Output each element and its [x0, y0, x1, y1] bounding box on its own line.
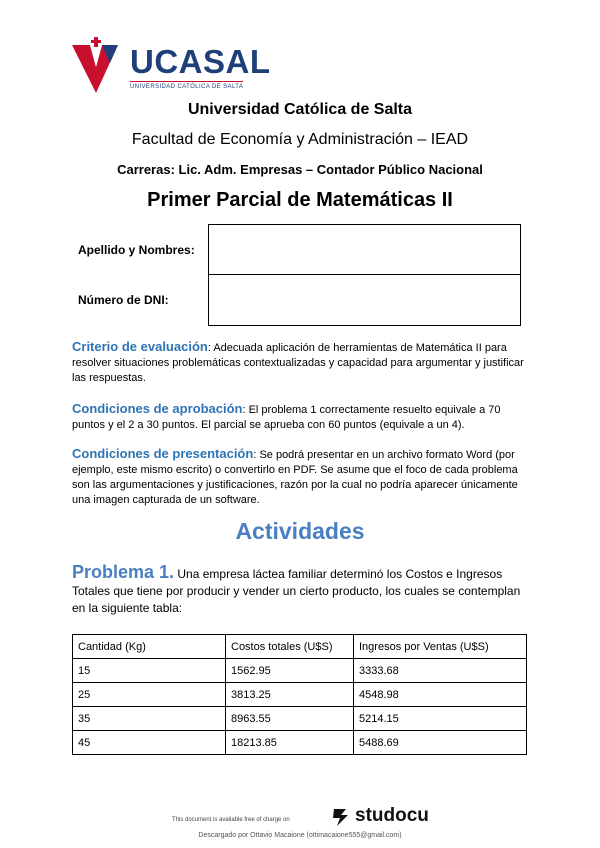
table-row: [73, 731, 527, 755]
university-heading: Universidad Católica de Salta: [187, 101, 413, 118]
exam-title: Primer Parcial de Matemáticas II: [147, 189, 453, 211]
footer-availability-text: This document is available free of charge on: [172, 817, 290, 823]
table-header-cell: Cantidad (Kg): [73, 635, 226, 659]
careers-heading: Carreras: Lic. Adm. Empresas – Contador Público Nacional: [117, 162, 483, 177]
table-cell: 5488.69: [354, 731, 527, 755]
table-cell: 45: [73, 731, 226, 755]
problem1-title: Problema 1.: [72, 562, 175, 582]
table-header-cell: Ingresos por Ventas (U$S): [354, 635, 527, 659]
table-cell: 3813.25: [226, 683, 354, 707]
table-header-row: [73, 635, 527, 659]
problem1-section: [72, 564, 534, 617]
ucasal-logo: [70, 37, 270, 97]
dni-label: Número de DNI:: [78, 293, 169, 307]
name-field[interactable]: [208, 224, 521, 275]
table-cell: 15: [73, 659, 226, 683]
studocu-brand: studocu: [355, 805, 429, 826]
aprobacion-section: [72, 401, 534, 433]
problem1-text: Una empresa láctea familiar determinó los Costos e Ingresos Totales que tiene por producir y vender un cierto producto, los cuales se contemplan en la siguiente tabla:: [72, 567, 521, 615]
table-row: [73, 707, 527, 731]
table-cell: 3333.68: [354, 659, 527, 683]
ucasal-shield-icon: [70, 37, 120, 95]
table-cell: 4548.98: [354, 683, 527, 707]
name-label: Apellido y Nombres:: [78, 243, 195, 257]
table-cell: 5214.15: [354, 707, 527, 731]
table-row: [73, 659, 527, 683]
table-cell: 35: [73, 707, 226, 731]
logo-subtitle: UNIVERSIDAD CATÓLICA DE SALTA: [130, 81, 243, 90]
table-cell: 18213.85: [226, 731, 354, 755]
studocu-icon: [330, 806, 352, 828]
criterio-text: : Adecuada aplicación de herramientas de Matemática II para resolver situaciones problemáticas contextualizadas y capacidad para argumentar y justificar las respuestas.: [72, 342, 524, 384]
criterio-section: [72, 339, 534, 386]
table-row: [73, 683, 527, 707]
faculty-heading: Facultad de Economía y Administración – IEAD: [131, 131, 469, 148]
aprobacion-text: : El problema 1 correctamente resuelto equivale a 70 puntos y el 2 a 30 puntos. El parcial se aprueba con 60 puntos (equivale a un 4).: [72, 404, 501, 431]
presentacion-title: Condiciones de presentación: [72, 446, 254, 461]
download-credit: Descargado por Ottavio Macaione (ottimacaione555@gmail.com): [198, 832, 402, 839]
logo-name: UCASAL: [130, 43, 271, 80]
table-header-cell: Costos totales (U$S): [226, 635, 354, 659]
table-cell: 8963.55: [226, 707, 354, 731]
aprobacion-title: Condiciones de aprobación: [72, 401, 243, 416]
presentacion-section: [72, 446, 534, 508]
cost-revenue-table: [72, 634, 527, 755]
table-cell: 1562.95: [226, 659, 354, 683]
table-cell: 25: [73, 683, 226, 707]
activities-heading: Actividades: [235, 518, 365, 544]
criterio-title: Criterio de evaluación: [72, 339, 208, 354]
presentacion-text: : Se podrá presentar en un archivo formato Word (por ejemplo, este mismo escrito) o convertirlo en PDF. Se asume que el foco de cada problema son las argumentaciones y justificaciones, razón por la cual no podría aparecer únicamente una imagen capturada de un software.: [72, 449, 518, 506]
dni-field[interactable]: [208, 274, 521, 326]
